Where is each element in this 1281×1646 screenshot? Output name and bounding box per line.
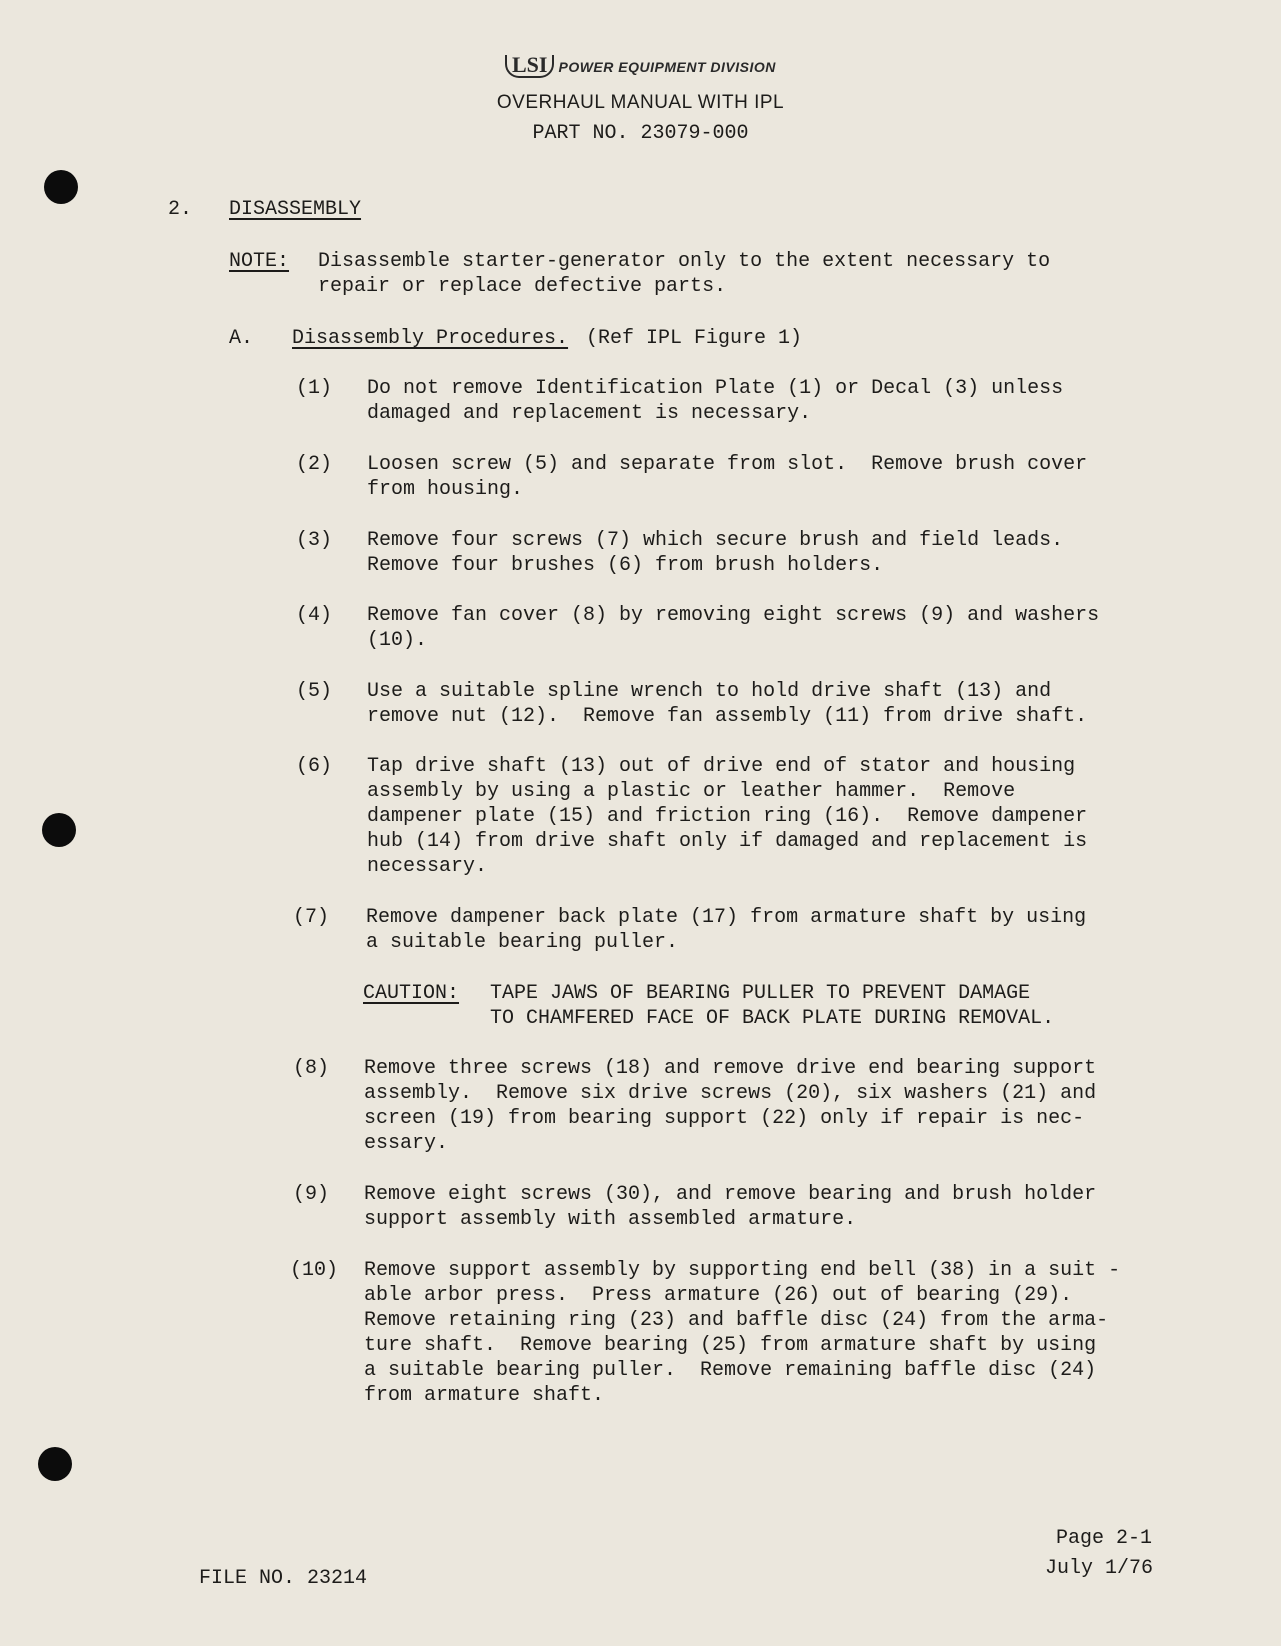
step-text bbox=[366, 905, 1086, 955]
note-label: NOTE: bbox=[229, 250, 290, 273]
step-line: assembly by using a plastic or leather hammer. Remove bbox=[367, 780, 1016, 803]
step-line: Remove fan cover (8) by removing eight screws (9) and washers bbox=[367, 604, 1100, 627]
section-number: 2. bbox=[168, 198, 193, 221]
step-line: Remove three screws (18) and remove drive end bearing support bbox=[364, 1057, 1097, 1080]
file-number: FILE NO. 23214 bbox=[199, 1567, 368, 1590]
step-line: support assembly with assembled armature. bbox=[364, 1208, 857, 1231]
step-line: necessary. bbox=[367, 855, 488, 878]
step-number: (1) bbox=[296, 377, 333, 400]
step-number: (4) bbox=[296, 604, 333, 627]
step-number: (10) bbox=[290, 1259, 339, 1282]
note-text bbox=[318, 249, 1050, 299]
step-number: (2) bbox=[296, 453, 333, 476]
note-line: repair or replace defective parts. bbox=[318, 275, 727, 298]
step-line: Remove dampener back plate (17) from armature shaft by using bbox=[366, 906, 1087, 929]
subsection-title: Disassembly Procedures. bbox=[292, 327, 569, 350]
step-line: damaged and replacement is necessary. bbox=[367, 402, 812, 425]
division-name: POWER EQUIPMENT DIVISION bbox=[558, 58, 776, 75]
step-line: Remove retaining ring (23) and baffle disc (24) from the arma- bbox=[364, 1309, 1109, 1332]
step-line: Remove four brushes (6) from brush holders. bbox=[367, 554, 884, 577]
step-text bbox=[364, 1182, 1096, 1232]
step-text bbox=[364, 1056, 1096, 1156]
step-text bbox=[367, 528, 1063, 578]
step-line: Remove support assembly by supporting end bell (38) in a suit - bbox=[364, 1259, 1121, 1282]
step-line: from armature shaft. bbox=[364, 1384, 605, 1407]
binder-hole-middle bbox=[42, 813, 76, 847]
subsection-ref: (Ref IPL Figure 1) bbox=[586, 327, 803, 350]
step-line: ture shaft. Remove bearing (25) from armature shaft by using bbox=[364, 1334, 1097, 1357]
manual-title: OVERHAUL MANUAL WITH IPL bbox=[496, 92, 785, 113]
step-line: a suitable bearing puller. bbox=[366, 931, 679, 954]
step-line: essary. bbox=[364, 1132, 449, 1155]
binder-hole-top bbox=[44, 170, 78, 204]
part-number: PART NO. 23079-000 bbox=[532, 122, 749, 145]
step-number: (5) bbox=[296, 680, 333, 703]
caution-text bbox=[490, 981, 1054, 1031]
step-number: (9) bbox=[293, 1183, 330, 1206]
subsection-letter: A. bbox=[229, 327, 254, 350]
step-text bbox=[367, 452, 1087, 502]
step-number: (8) bbox=[293, 1057, 330, 1080]
step-line: screen (19) from bearing support (22) only if repair is nec- bbox=[364, 1107, 1085, 1130]
page-number: Page 2-1 bbox=[1056, 1527, 1153, 1550]
division-header bbox=[505, 52, 776, 78]
caution-label: CAUTION: bbox=[363, 982, 460, 1005]
step-line: remove nut (12). Remove fan assembly (11) from drive shaft. bbox=[367, 705, 1088, 728]
step-number: (7) bbox=[293, 906, 330, 929]
step-line: Do not remove Identification Plate (1) or Decal (3) unless bbox=[367, 377, 1064, 400]
step-line: Remove four screws (7) which secure brush and field leads. bbox=[367, 529, 1064, 552]
binder-hole-bottom bbox=[38, 1447, 72, 1481]
step-line: Remove eight screws (30), and remove bearing and brush holder bbox=[364, 1183, 1097, 1206]
caution-line: TAPE JAWS OF BEARING PULLER TO PREVENT DAMAGE bbox=[490, 982, 1031, 1005]
step-text bbox=[364, 1258, 1120, 1408]
revision-date: July 1/76 bbox=[1045, 1557, 1154, 1580]
company-logo: LSI bbox=[505, 55, 554, 78]
step-line: (10). bbox=[367, 629, 428, 652]
step-line: a suitable bearing puller. Remove remaining baffle disc (24) bbox=[364, 1359, 1097, 1382]
step-text bbox=[367, 603, 1099, 653]
step-line: hub (14) from drive shaft only if damaged and replacement is bbox=[367, 830, 1088, 853]
step-line: Loosen screw (5) and separate from slot. Remove brush cover bbox=[367, 453, 1088, 476]
step-line: dampener plate (15) and friction ring (16). Remove dampener bbox=[367, 805, 1088, 828]
step-number: (3) bbox=[296, 529, 333, 552]
step-line: assembly. Remove six drive screws (20), six washers (21) and bbox=[364, 1082, 1097, 1105]
step-line: able arbor press. Press armature (26) out of bearing (29). bbox=[364, 1284, 1073, 1307]
step-text bbox=[367, 754, 1087, 879]
step-number: (6) bbox=[296, 755, 333, 778]
section-title: DISASSEMBLY bbox=[229, 198, 362, 221]
caution-line: TO CHAMFERED FACE OF BACK PLATE DURING REMOVAL. bbox=[490, 1007, 1055, 1030]
step-text bbox=[367, 376, 1063, 426]
step-text bbox=[367, 679, 1087, 729]
step-line: Tap drive shaft (13) out of drive end of stator and housing bbox=[367, 755, 1076, 778]
step-line: Use a suitable spline wrench to hold drive shaft (13) and bbox=[367, 680, 1052, 703]
step-line: from housing. bbox=[367, 478, 524, 501]
note-line: Disassemble starter-generator only to the extent necessary to bbox=[318, 250, 1051, 273]
